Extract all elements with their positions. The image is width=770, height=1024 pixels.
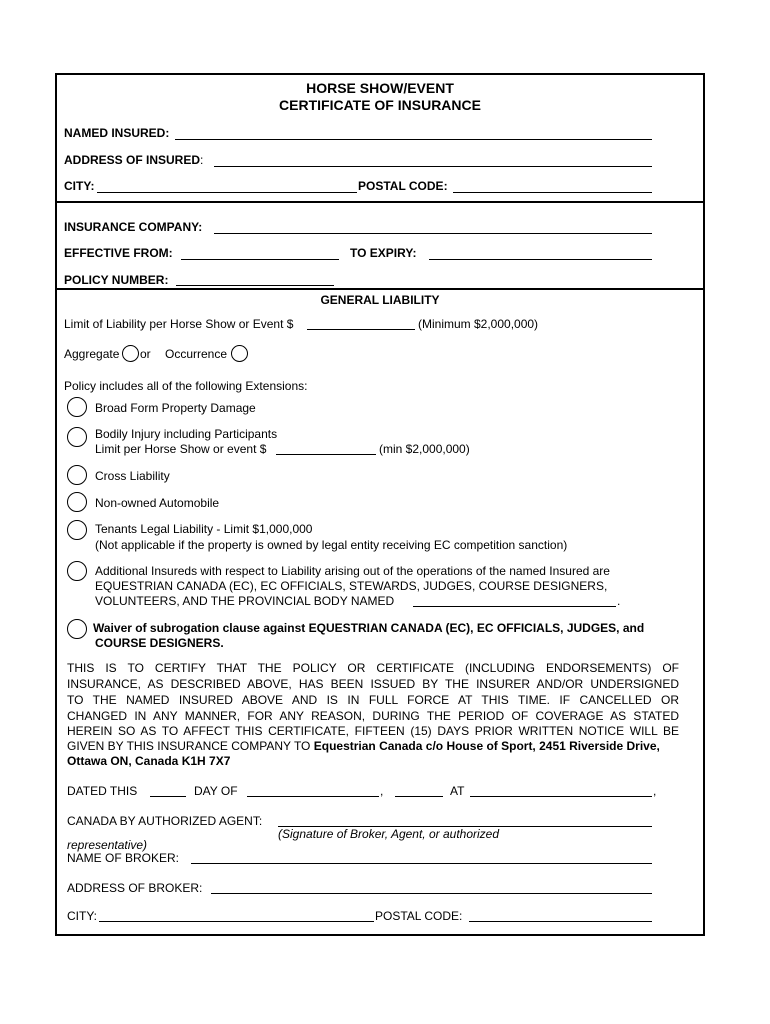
dated-year-field[interactable]: [395, 796, 443, 797]
certify-line5: HEREIN SO AS TO AFFECT THIS CERTIFICATE, FIFTEEN (15) DAYS PRIOR WRITTEN NOTICE WILL BE: [67, 724, 679, 738]
limit-liability-field[interactable]: [307, 329, 415, 330]
general-liability-heading: GENERAL LIABILITY: [320, 293, 440, 307]
address-insured-field[interactable]: [214, 166, 652, 167]
provincial-body-field[interactable]: [413, 606, 616, 607]
tenants-liability-checkbox[interactable]: [67, 520, 87, 540]
or-label: or: [140, 347, 151, 361]
non-owned-auto-label: Non-owned Automobile: [95, 496, 220, 510]
effective-from-label: EFFECTIVE FROM:: [64, 246, 173, 260]
day-of-label: DAY OF: [194, 784, 238, 798]
broker-city-label: CITY:: [67, 909, 98, 923]
bodily-injury-minimum: (min $2,000,000): [379, 442, 470, 456]
named-insured-label: NAMED INSURED:: [64, 126, 170, 140]
postal-code-field[interactable]: [453, 192, 652, 193]
limit-minimum-note: (Minimum $2,000,000): [418, 317, 539, 331]
policy-number-field[interactable]: [176, 285, 334, 286]
form-title-line1: HORSE SHOW/EVENT: [306, 80, 454, 96]
location-comma: ,: [653, 784, 657, 798]
date-comma: ,: [380, 784, 384, 798]
signature-note-cont: representative): [67, 838, 148, 852]
tenants-liability-label: Tenants Legal Liability - Limit $1,000,000: [95, 522, 313, 536]
dated-day-field[interactable]: [150, 796, 186, 797]
certify-line2: INSURANCE, AS DESCRIBED ABOVE, HAS BEEN ISSUED BY THE INSURER AND/OR UNDERSIGNED: [67, 677, 679, 691]
bodily-injury-label: Bodily Injury including Participants: [95, 427, 278, 441]
certify-line3: TO THE NAMED INSURED ABOVE AND IS IN FULL FORCE AT THIS TIME. IF CANCELLED OR: [67, 693, 679, 707]
certify-line7: Ottawa ON, Canada K1H 7X7: [67, 754, 231, 768]
city-field[interactable]: [97, 192, 357, 193]
cross-liability-checkbox[interactable]: [67, 465, 87, 485]
additional-insureds-line3: VOLUNTEERS, AND THE PROVINCIAL BODY NAMED: [95, 594, 395, 608]
bodily-injury-limit-label: Limit per Horse Show or event $: [95, 442, 267, 456]
certify-line6: GIVEN BY THIS INSURANCE COMPANY TO Equestrian Canada c/o House of Sport, 2451 Riverside Drive,: [67, 739, 660, 753]
section-divider: [57, 288, 703, 290]
certificate-form: [55, 73, 705, 936]
tenants-liability-note: (Not applicable if the property is owned by legal entity receiving EC competition sanction): [95, 538, 568, 552]
additional-insureds-line2: EQUESTRIAN CANADA (EC), EC OFFICIALS, STEWARDS, JUDGES, COURSE DESIGNERS,: [95, 579, 608, 593]
aggregate-label: Aggregate: [64, 347, 120, 361]
insurance-company-label: INSURANCE COMPANY:: [64, 220, 203, 234]
signature-note: (Signature of Broker, Agent, or authorized: [278, 827, 500, 841]
additional-insureds-period: .: [617, 594, 621, 608]
postal-code-label: POSTAL CODE:: [358, 179, 448, 193]
section-divider: [57, 201, 703, 203]
additional-insureds-line1: Additional Insureds with respect to Liability arising out of the operations of the named Insured are: [95, 564, 610, 578]
insurance-company-field[interactable]: [214, 233, 652, 234]
bodily-injury-checkbox[interactable]: [67, 427, 87, 447]
broker-name-field[interactable]: [191, 863, 652, 864]
cross-liability-label: Cross Liability: [95, 469, 170, 483]
address-insured-label: ADDRESS OF INSURED:: [64, 153, 204, 167]
broker-address-field[interactable]: [211, 893, 652, 894]
broker-address-label: ADDRESS OF BROKER:: [67, 881, 203, 895]
named-insured-field[interactable]: [175, 139, 652, 140]
form-title-line2: CERTIFICATE OF INSURANCE: [279, 97, 481, 113]
canada-by-agent-label: CANADA BY AUTHORIZED AGENT:: [67, 814, 263, 828]
expiry-label: TO EXPIRY:: [350, 246, 417, 260]
dated-month-field[interactable]: [247, 796, 379, 797]
effective-from-field[interactable]: [181, 259, 339, 260]
city-label: CITY:: [64, 179, 95, 193]
certify-line1: THIS IS TO CERTIFY THAT THE POLICY OR CERTIFICATE (INCLUDING ENDORSEMENTS) OF: [67, 661, 679, 675]
certify-line4: CHANGED IN ANY MANNER, FOR ANY REASON, DURING THE PERIOD OF COVERAGE AS STATED: [67, 709, 679, 723]
broad-form-checkbox[interactable]: [67, 397, 87, 417]
occurrence-label: Occurrence: [165, 347, 228, 361]
occurrence-radio[interactable]: [231, 345, 248, 362]
limit-liability-label: Limit of Liability per Horse Show or Event $: [64, 317, 294, 331]
dated-location-field[interactable]: [470, 796, 652, 797]
broker-postal-field[interactable]: [469, 921, 652, 922]
broad-form-label: Broad Form Property Damage: [95, 401, 256, 415]
expiry-field[interactable]: [429, 259, 652, 260]
waiver-checkbox[interactable]: [67, 619, 87, 639]
broker-postal-label: POSTAL CODE:: [375, 909, 463, 923]
non-owned-auto-checkbox[interactable]: [67, 492, 87, 512]
at-label: AT: [450, 784, 465, 798]
broker-name-label: NAME OF BROKER:: [67, 851, 180, 865]
additional-insureds-checkbox[interactable]: [67, 561, 87, 581]
broker-city-field[interactable]: [99, 921, 374, 922]
bodily-injury-limit-field[interactable]: [276, 454, 376, 455]
policy-number-label: POLICY NUMBER:: [64, 273, 169, 287]
dated-this-label: DATED THIS: [67, 784, 138, 798]
aggregate-radio[interactable]: [122, 345, 139, 362]
extensions-intro: Policy includes all of the following Extensions:: [64, 379, 308, 393]
waiver-line1: Waiver of subrogation clause against EQUESTRIAN CANADA (EC), EC OFFICIALS, JUDGES, and: [93, 621, 645, 635]
waiver-line2: COURSE DESIGNERS.: [95, 636, 224, 650]
